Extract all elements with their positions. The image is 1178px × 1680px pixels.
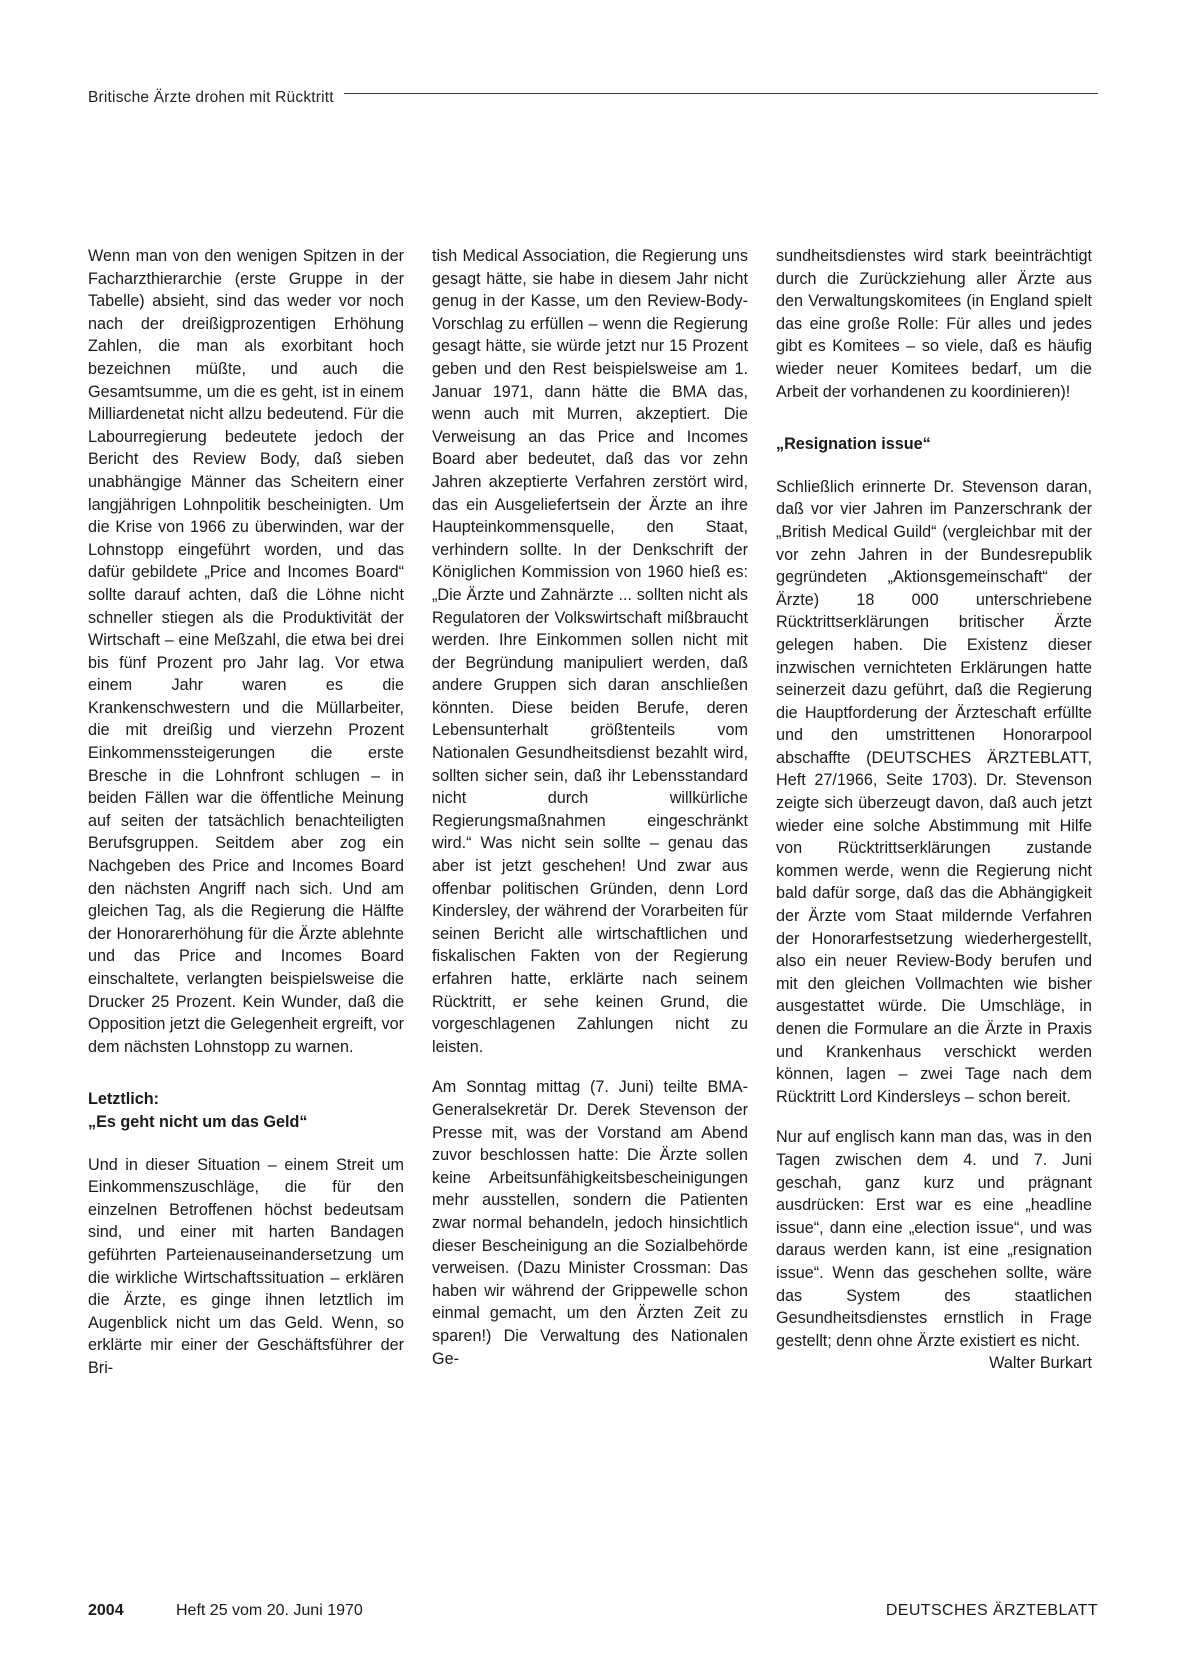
col3-paragraph-1: sundheitsdienstes wird stark beeinträchtigt durch die Zurückziehung aller Ärzte aus den Verwaltungskomitees (in England spielt das eine große Rolle: Für alles und jedes gibt es Komitees – so viele, daß es häufig wieder neuer Komitees bedarf, um die Arbeit der vorhandenen zu koordinieren)!	[776, 247, 1092, 401]
col1-paragraph-1: Wenn man von den wenigen Spitzen in der Facharzthierarchie (erste Gruppe in der Tabelle) absieht, sind das weder vor noch nach der dreißigprozentigen Erhöhung Zahlen, die man als exorbitant hoch bezeichnen müßte, und auch die Gesamtsumme, um die es geht, ist in einem Milliardenetat nicht allzu bedeutend. Für die Labourregierung bedeutete jedoch der Bericht des Review Body, daß sieben unabhängige Männer das Scheitern einer langjährigen Lohnpolitik bescheinigten. Um die Krise von 1966 zu überwinden, war der Lohnstopp eingeführt worden, und das dafür gebildete „Price and Incomes Board“ sollte darauf achten, daß die Löhne nicht schneller stiegen als die Produktivität der Wirtschaft – eine Meßzahl, die etwa bei drei bis fünf Prozent pro Jahr lag. Vor etwa einem Jahr waren es die Krankenschwestern und die Müllarbeiter, die mit dreißig und vierzehn Prozent Einkommenssteigerungen die erste Bresche in die Lohnfront schlugen – in beiden Fällen war die öffentliche Meinung auf seiten der tatsächlich benachteiligten Berufsgruppen. Seitdem aber zog ein Nachgeben des Price and Incomes Board den nächsten Angriff nach sich. Und am gleichen Tag, als die Regierung die Hälfte der Honorarerhöhung für die Ärzte ablehnte und das Price and Incomes Board einschaltete, verlangten beispielsweise die Drucker 25 Prozent. Kein Wunder, daß die Opposition jetzt die Gelegenheit ergreift, vor dem nächsten Lohnstopp zu warnen.	[88, 247, 404, 1056]
journal-name: DEUTSCHES ÄRZTEBLATT	[885, 1602, 1098, 1619]
header-rule	[344, 93, 1098, 94]
col2-paragraph-1: tish Medical Association, die Regierung uns gesagt hätte, sie habe in diesem Jahr nicht genug in der Kasse, um den Review-Body-Vorschlag zu erfüllen – wenn die Regierung gesagt hätte, sie würde jetzt nur 15 Prozent geben und den Rest beispielsweise am 1. Januar 1971, dann hätte die BMA das, wenn auch mit Murren, akzeptiert. Die Verweisung an das Price and Incomes Board aber bedeutet, daß das vor zehn Jahren akzeptierte Verfahren zerstört wird, das ein Ausgeliefertsein der Ärzte an ihre Haupteinkommensquelle, den Staat, verhindern sollte. In der Denkschrift der Königlichen Kommission von 1960 hieß es: „Die Ärzte und Zahnärzte ... sollten nicht als Regulatoren der Volkswirtschaft mißbraucht werden. Ihre Einkommen sollen nicht mit der Begründung manipuliert werden, daß andere Gruppen sich daran anschließen könnten. Diese beiden Berufe, deren Lebensunterhalt größtenteils vom Nationalen Gesundheitsdienst bezahlt wird, sollten sicher sein, daß ihr Lebensstandard nicht durch willkürliche Regierungsmaßnahmen eingeschränkt wird.“ Was nicht sein sollte – genau das aber ist jetzt geschehen! Und zwar aus offenbar politischen Gründen, denn Lord Kindersley, der während der Vorarbeiten für seinen Bericht alle wirtschaftlichen und fiskalischen Fakten von der Regierung erfahren hatte, erklärte nach seinem Rücktritt, er sehe keinen Grund, die vorgeschlagenen Zahlungen nicht zu leisten.	[432, 247, 748, 1056]
col1-heading-line-1: Letztlich:	[88, 1090, 160, 1109]
col1-paragraph-2: Und in dieser Situation – einem Streit um Einkommenszuschläge, die für den einzelnen Betroffenen höchst bedeutsam sind, und einer mit harten Bandagen geführten Parteienauseinandersetzung um die wirkliche Wirtschaftssituation – erklären die Ärzte, es ginge ihnen letztlich im Augenblick nicht um das Geld. Wenn, so erklärte mir einer der Geschäftsführer der Bri-	[88, 1155, 404, 1377]
column-1	[88, 245, 404, 1380]
col3-paragraph-2: Schließlich erinnerte Dr. Stevenson daran, daß vor vier Jahren im Panzerschrank der „British Medical Guild“ (vergleichbar mit der vor zehn Jahren in der Bundesrepublik gegründeten „Aktionsgemeinschaft“ der Ärzte) 18 000 unterschriebene Rücktrittserklärungen britischer Ärzte gelegen haben. Die Existenz dieser inzwischen vernichteten Erklärungen hatte seinerzeit dazu geführt, daß die Regierung die Hauptforderung der Ärzteschaft erfüllte und den umstrittenen Honorarpool abschaffte (DEUTSCHES ÄRZTEBLATT, Heft 27/1966, Seite 1703). Dr. Stevenson zeigte sich überzeugt davon, daß auch jetzt wieder eine solche Abstimmung mit Hilfe von Rücktrittserklärungen zustande kommen werde, wenn die Regierung nicht bald dafür sorge, daß das die Abhängigkeit der Ärzte vom Staat mildernde Verfahren der Honorarfestsetzung wiederhergestellt, also ein neuer Review-Body berufen und mit den gleichen Vollmachten wie bisher ausgestattet würde. Die Umschläge, in denen die Formulare an die Ärzte in Praxis und Krankenhaus verschickt werden können, lagen – zwei Tage nach dem Rücktritt Lord Kindersleys – schon bereit.	[776, 477, 1092, 1106]
col3-paragraph-3-text: Nur auf englisch kann man das, was in den Tagen zwischen dem 4. und 7. Juni geschah, ganz kurz und prägnant ausdrücken: Erst war es eine „headline issue“, dann eine „election issue“, und was daraus werden kann, ist eine „resignation issue“. Wenn das geschehen sollte, wäre das System des staatlichen Gesundheitsdienstes ernstlich in Frage gestellt; denn ohne Ärzte existiert es nicht.	[776, 1128, 1092, 1350]
author-signature: Walter Burkart	[989, 1354, 1092, 1373]
col1-heading-line-2: „Es geht nicht um das Geld“	[88, 1112, 308, 1131]
col2-paragraph-2: Am Sonntag mittag (7. Juni) teilte BMA-Generalsekretär Dr. Derek Stevenson der Presse mit, was der Vorstand am Abend zuvor beschlossen hatte: Die Ärzte sollen keine Arbeitsunfähigkeitsbescheinigungen mehr ausstellen, sondern die Patienten zwar normal behandeln, jedoch hinsichtlich dieser Bescheinigung an die Sozialbehörde verweisen. (Dazu Minister Crossman: Das haben wir während der Grippewelle schon einmal gemacht, um den Ärzten Zeit zu sparen!) Die Verwaltung des Nationalen Ge-	[432, 1078, 748, 1368]
page-number: 2004	[88, 1602, 124, 1619]
col1-heading	[88, 1088, 404, 1133]
col3-heading: „Resignation issue“	[776, 435, 931, 454]
running-title: Britische Ärzte drohen mit Rücktritt	[88, 89, 334, 106]
column-2	[432, 245, 748, 1370]
page-footer	[88, 1602, 1098, 1626]
issue-info: Heft 25 vom 20. Juni 1970	[176, 1602, 363, 1619]
column-3	[776, 245, 1092, 1375]
running-head	[88, 86, 1098, 110]
col3-paragraph-3	[776, 1126, 1092, 1373]
